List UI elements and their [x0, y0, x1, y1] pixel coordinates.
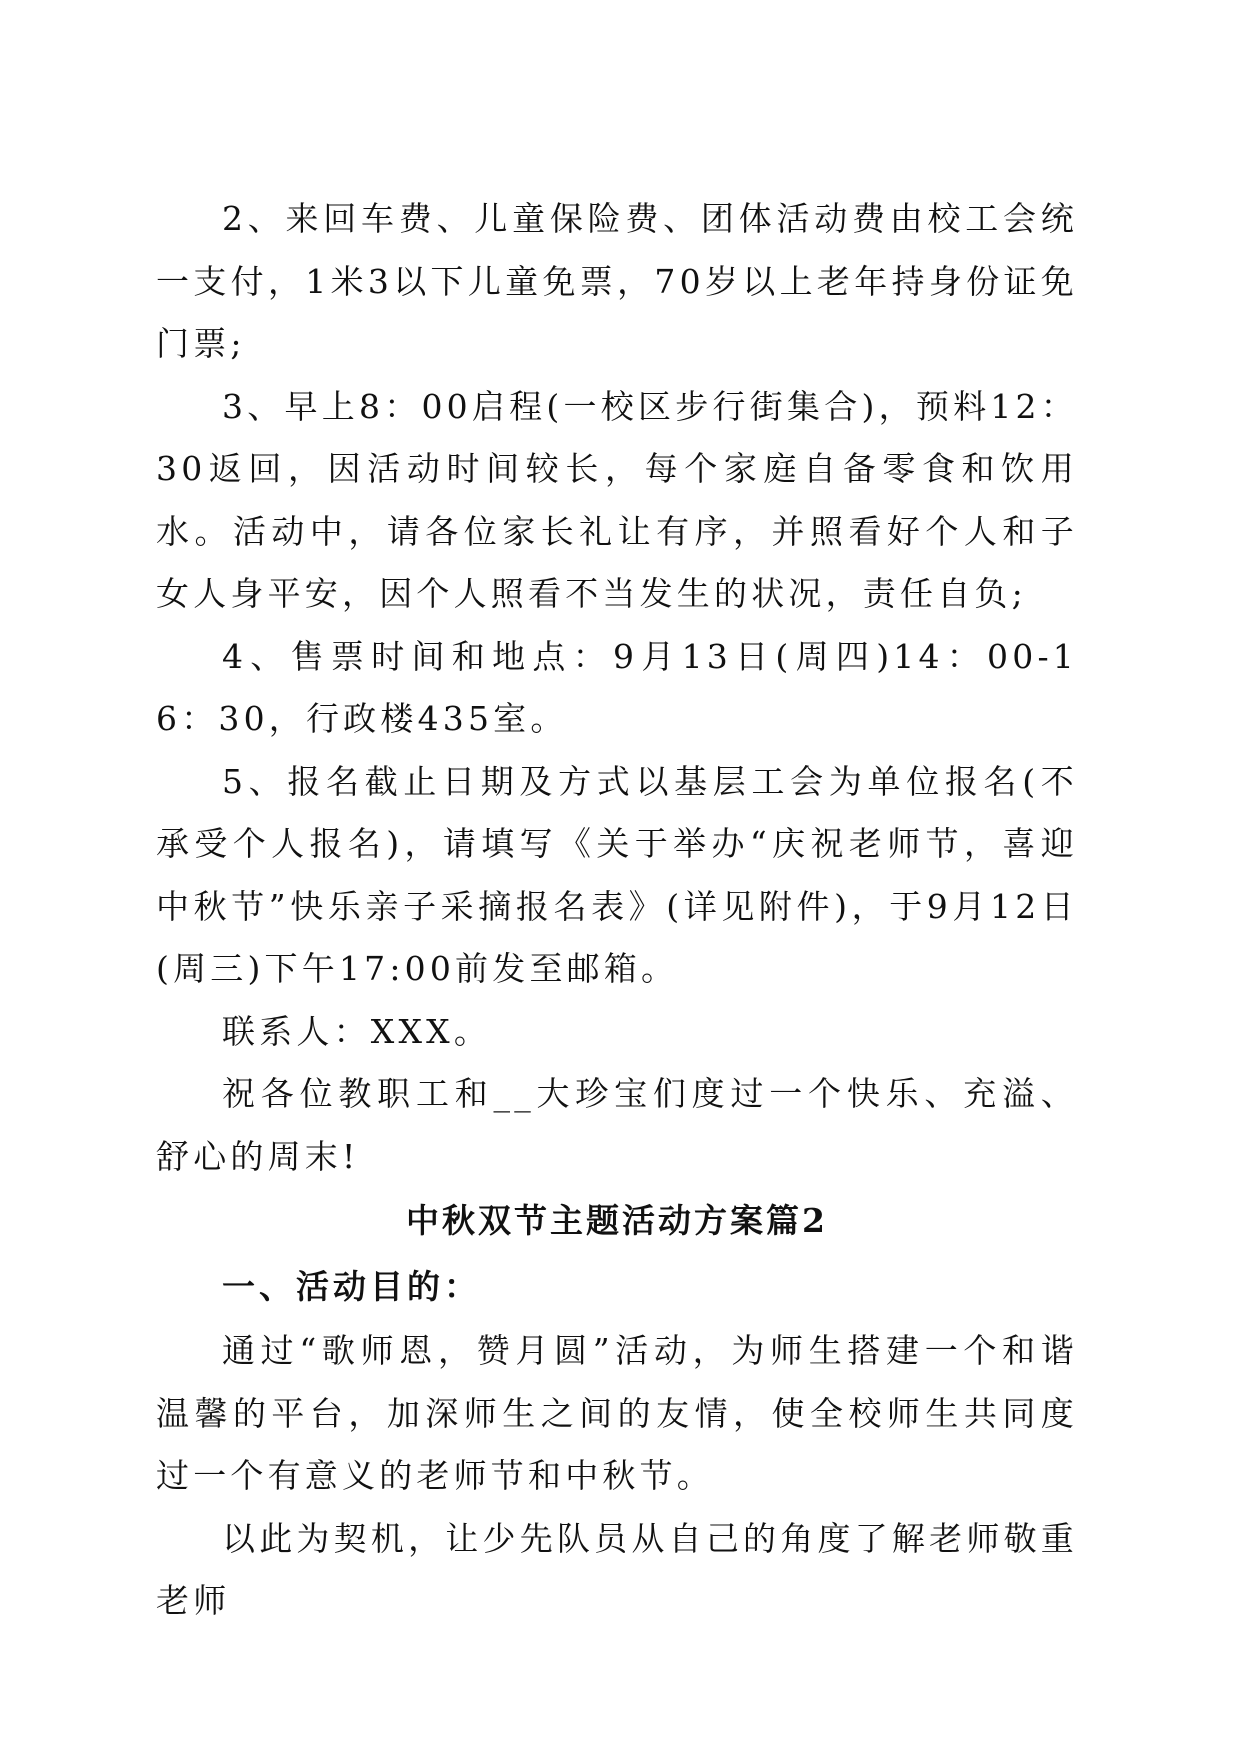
purpose-paragraph-1: 通过“歌师恩，赞月圆”活动，为师生搭建一个和谐温馨的平台，加深师生之间的友情，使全校师生共同度过一个有意义的老师节和中秋节。 [156, 1331, 1078, 1495]
paragraph-item-4: 4、售票时间和地点：9月13日(周四)14：00-16：30，行政楼435室。 [156, 636, 1078, 738]
activity-purpose-heading: 一、活动目的： [222, 1267, 481, 1306]
paragraph-item-2: 2、来回车费、儿童保险费、团体活动费由校工会统一支付，1米3以下儿童免票，70岁以上老年持身份证免门票; [156, 199, 1078, 363]
paragraph-item-3: 3、早上8：00启程(一校区步行街集合)，预料12：30返回，因活动时间较长，每个家庭自备零食和饮用水。活动中，请各位家长礼让有序，并照看好个人和子女人身平安，因个人照看不当发生的状况，责任自负; [156, 386, 1078, 613]
section-title: 中秋双节主题活动方案篇2 [406, 1201, 828, 1240]
document-body [156, 188, 1078, 1633]
paragraph-item-5: 5、报名截止日期及方式以基层工会为单位报名(不承受个人报名)，请填写《关于举办“庆祝老师节，喜迎中秋节”快乐亲子采摘报名表》(详见附件)，于9月12日(周三)下午17:00前发至邮箱。 [156, 761, 1078, 988]
closing-wish-paragraph: 祝各位教职工和__大珍宝们度过一个快乐、充溢、舒心的周末! [156, 1074, 1078, 1176]
purpose-paragraph-2: 以此为契机，让少先队员从自己的角度了解老师敬重老师 [156, 1518, 1078, 1620]
contact-paragraph: 联系人：XXX。 [222, 1011, 492, 1051]
